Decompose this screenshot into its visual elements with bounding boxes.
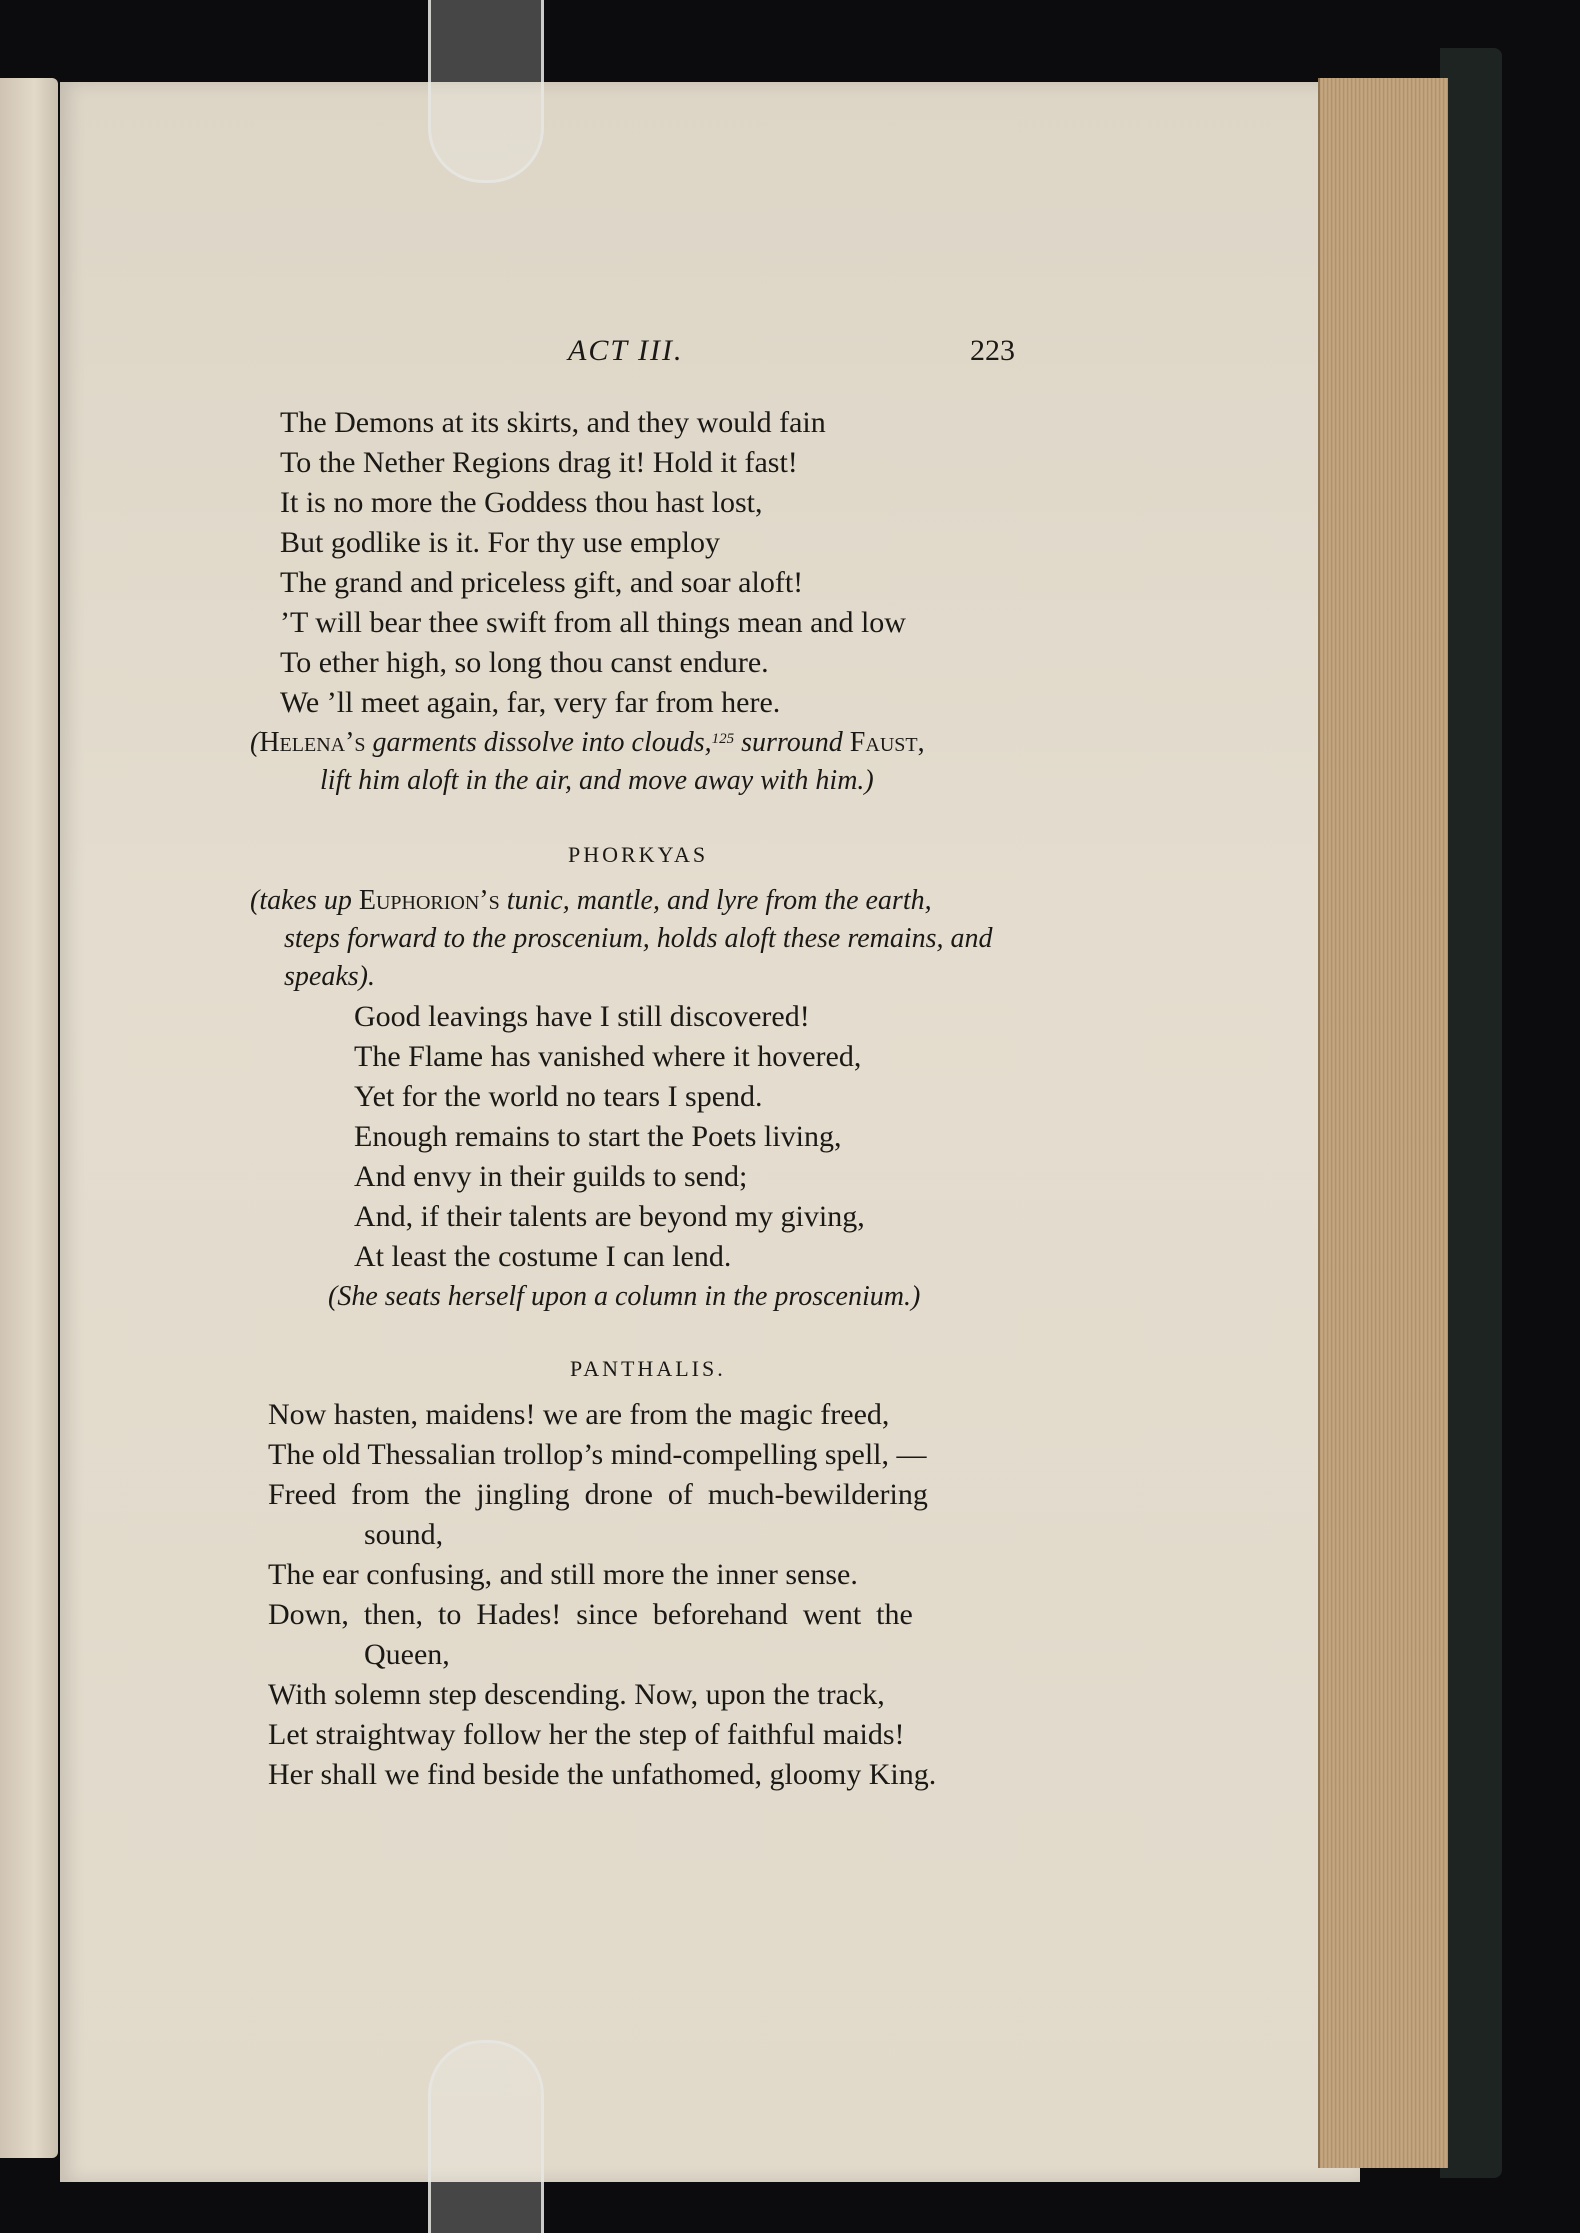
verse-line-continuation: Queen, [364,1638,450,1671]
verse-line: ’T will bear thee swift from all things mean and low [280,606,906,639]
verse-line: Now hasten, maidens! we are from the magic freed, [268,1398,890,1431]
verse-line: To ether high, so long thou canst endure. [280,646,769,679]
stage-direction: lift him aloft in the air, and move away with him.) [320,765,874,796]
page-number: 223 [970,334,1015,367]
verse-line: Good leavings have I still discovered! [354,1000,810,1033]
verse-line-continuation: sound, [364,1518,444,1551]
verse-line: Enough remains to start the Poets living, [354,1120,842,1153]
verse-line: It is no more the Goddess thou hast lost, [280,486,763,519]
stage-direction: steps forward to the proscenium, holds aloft these remains, and [284,923,993,954]
verse-line: The ear confusing, and still more the inner sense. [268,1558,858,1591]
verse-line: The old Thessalian trollop’s mind-compelling spell, — [268,1438,927,1471]
verse-line: But godlike is it. For thy use employ [280,526,720,559]
footnote-marker: 125 [711,731,735,747]
speaker-name: PHORKYAS [568,842,709,867]
stage-direction: speaks). [284,961,375,992]
stage-direction: (Helena’s garments dissolve into clouds,$^{125}$ surround Faust, [250,727,925,758]
verse-line: Her shall we find beside the unfathomed, gloomy King. [268,1758,937,1791]
verse-line: At least the costume I can lend. [354,1240,732,1273]
verse-line: Yet for the world no tears I spend. [354,1080,763,1113]
speaker-name: PANTHALIS. [570,1356,726,1381]
verse-line: And envy in their guilds to send; [354,1160,748,1193]
verse-line: With solemn step descending. Now, upon the track, [268,1678,885,1711]
stage-direction: (takes up Euphorion’s tunic, mantle, and lyre from the earth, [250,885,932,916]
running-header: ACT III. [568,334,684,367]
verse-line: The Demons at its skirts, and they would fain [280,406,826,439]
verse-line: Freed from the jingling drone of much-bewildering [268,1478,928,1511]
verse-line: The Flame has vanished where it hovered, [354,1040,862,1073]
verse-line: The grand and priceless gift, and soar aloft! [280,566,804,599]
verse-line: Let straightway follow her the step of faithful maids! [268,1718,905,1751]
verse-line: We ’ll meet again, far, very far from here. [280,686,781,719]
verse-line: And, if their talents are beyond my giving, [354,1200,865,1233]
stage-direction: (She seats herself upon a column in the proscenium.) [328,1281,921,1312]
verse-line: To the Nether Regions drag it! Hold it fast! [280,446,798,479]
verse-line: Down, then, to Hades! since beforehand went the [268,1598,913,1631]
